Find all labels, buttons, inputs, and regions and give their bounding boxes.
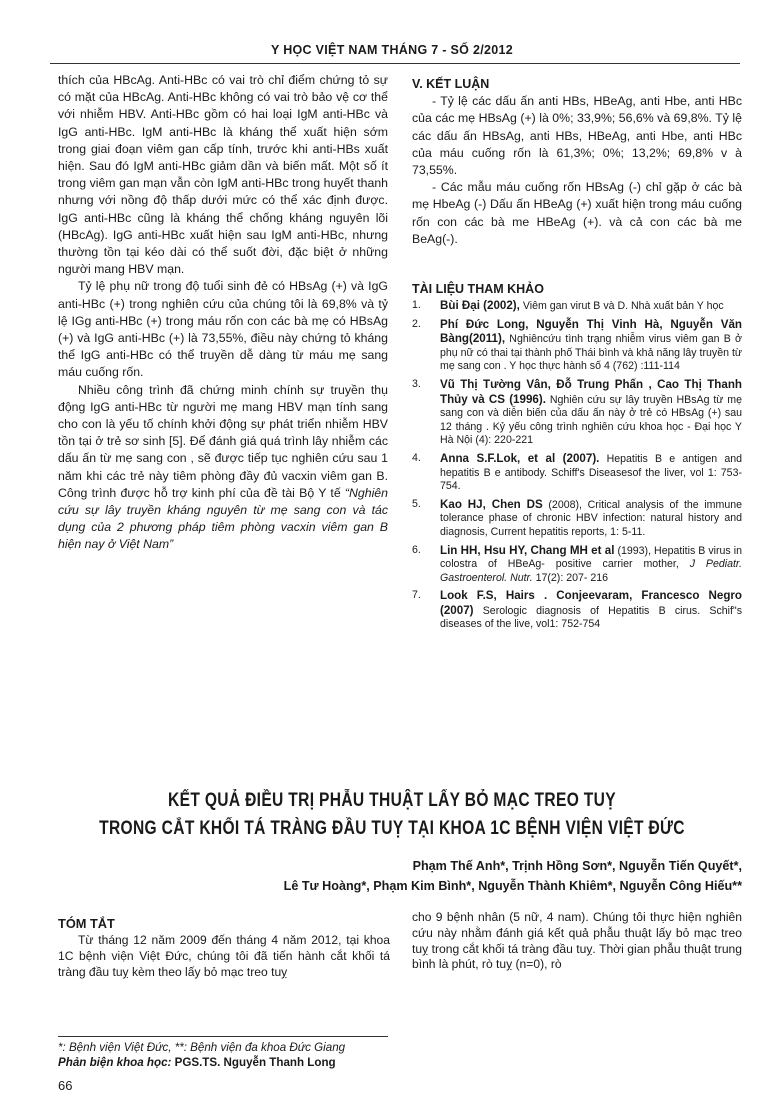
references-heading: TÀI LIỆU THAM KHẢO [412, 282, 544, 296]
abstract-text-right: cho 9 bệnh nhân (5 nữ, 4 nam). Chúng tôi thực hiện nghiên cứu này nhằm đánh giá kết quả phẫu thuật lấy bỏ mạc treo tuỵ trong cắt khối tá tràng đầu tuỵ. Thời gian phẫu thuật trung bình là phút, rò tuỵ (n=0), rò [412, 910, 742, 972]
header-rule [50, 63, 740, 64]
article-title-line-2: TRONG CẮT KHỐI TÁ TRÀNG ĐẦU TUỴ TẠI KHOA 1C BỆNH VIỆN VIỆT ĐỨC [99, 818, 685, 839]
journal-header: Y HỌC VIỆT NAM THÁNG 7 - SỐ 2/2012 [271, 43, 513, 57]
abstract-left [58, 916, 390, 980]
conclusion-heading: V. KẾT LUẬN [412, 77, 490, 91]
left-paragraph: Tỷ lệ phụ nữ trong độ tuổi sinh đẻ có HBsAg (+) và IgG anti-HBc (+) trong nghiên cứu của chúng tôi là 69,8% và tỷ lệ IGg anti-HBc (+) trong máu rốn con các bà mẹ có HBsAg (+) và IgG anti-HBc (+) là 73,55%, điều này chứng tỏ kháng thể IgG anti-HBc có thể truyền dễ dàng từ máu mẹ sang máu cuống rốn. [58, 279, 388, 380]
conclusion-paragraph: - Tỷ lệ các dấu ấn anti HBs, HBeAg, anti Hbe, anti HBc của các mẹ HBsAg (+) là 0%; 33,9%; 56,6% và 69,8%. Tỷ lệ các dấu ấn HBsAg, anti HBs, HBeAg, anti Hbe, anti HBc của máu cuống rốn là 61,3%; 0%; 13,2%; 69,8% v à 73,55%. [412, 94, 742, 178]
page-number: 66 [58, 1078, 73, 1093]
references-section [412, 282, 742, 636]
authors [284, 856, 742, 896]
left-paragraph-text: Nhiều công trình đã chứng minh chính sự truyền thụ động IgG anti-HBc từ người mẹ mang HBV mạn tính sang cho con là yếu tố chính khởi động sự phát triển nhiễm HBV tồn tại ở trẻ sơ sinh [5]. Để đánh giá quá trình lây nhiễm các dấu ấn từ mẹ sang con , sẽ được tiếp tục nghiên cứu sau 1 năm khi các trẻ này tiêm phòng đầy đủ vacxin viêm gan B. Công trình được hỗ trợ kinh phí của đề tài Bộ Y tế [58, 382, 388, 500]
abstract-text-left: Từ tháng 12 năm 2009 đến tháng 4 năm 2012, tại khoa 1C bệnh viện Việt Đức, chúng tôi đã tiến hành cắt khối tá tràng đầu tuỵ kèm theo lấy bỏ mạc treo tuỵ [58, 933, 390, 979]
footnote [58, 1040, 403, 1070]
reference-item: 2. Phí Đức Long, Nguyễn Thị Vinh Hà, Nguyễn Văn Bàng(2011), Nghiêncứu tình trạng nhiễm virus viêm gan B ở phụ nữ có thai tại thành phố Thái bình và khả năng lây truyền từ mẹ sang con . Y học thực hành số 4 (762) :111-114 [412, 317, 742, 373]
footnote-rule [58, 1036, 388, 1037]
left-paragraph [58, 382, 388, 554]
reference-item: 1. Bùi Đại (2002), Viêm gan virut B và D. Nhà xuất bản Y học [412, 299, 724, 312]
right-column [412, 76, 742, 248]
references-list [412, 299, 742, 632]
conclusion-paragraph: - Các mẫu máu cuống rốn HBsAg (-) chỉ gặp ở các bà mẹ HbeAg (-) Dấu ấn HBeAg (+) xuất hiện trong máu cuống rốn con các bà me HBeAg (+). và cả con các bà me BeAg(-). [412, 180, 742, 246]
project-title: “Nghiên cứu sự lây truyền kháng nguyên từ mẹ sang con và tác dụng của 2 phương pháp tiêm phòng vacxin viêm gan B hiện nay ở Việt Nam” [58, 485, 388, 552]
reference-item: 4. Anna S.F.Lok, et al (2007). Hepatitis B e antigen and hepatitis B e antibody. Schiff's Diseasesof the liver, vol 1: 753-754. [412, 451, 742, 493]
reference-item: 6. Lin HH, Hsu HY, Chang MH et al (1993), Hepatitis B virus in colostra of HBeAg- positive carrier mother, J Pediatr. Gastroenterol. Nutr. 17(2): 207- 216 [412, 543, 742, 584]
reference-item: 3. Vũ Thị Tường Vân, Đỗ Trung Phấn , Cao Thị Thanh Thủy và CS (1996). Nghiên cứu sự lây truyền HBsAg từ mẹ sang con và diễn biến của dấu ấn này ở trẻ có HBsAg (+) sau 12 tháng . Kỷ yếu công trình nghiên cứu khoa học - Đại học Y Hà Nội (4): 220-221 [412, 377, 742, 447]
affiliations: *: Bệnh viện Việt Đức, **: Bệnh viện đa khoa Đức Giang [58, 1041, 346, 1054]
reference-item: 7. Look F.S, Hairs . Conjeevaram, Francesco Negro (2007) Serologic diagnosis of Hepatitis B cirus. Schif"s diseases of the live, vol1: 752-754 [412, 589, 742, 631]
reviewer: Phản biện khoa học: PGS.TS. Nguyễn Thanh Long [58, 1056, 336, 1069]
article-title-line-1: KẾT QUẢ ĐIỀU TRỊ PHẪU THUẬT LẤY BỎ MẠC TREO TUỴ [168, 790, 616, 811]
authors-line-2: Lê Tư Hoàng*, Phạm Kim Bình*, Nguyễn Thành Khiêm*, Nguyễn Công Hiếu** [283, 879, 742, 893]
authors-line-1: Phạm Thế Anh*, Trịnh Hồng Sơn*, Nguyễn Tiến Quyết*, [412, 859, 742, 873]
abstract-heading: TÓM TẮT [58, 916, 115, 931]
left-column [58, 72, 388, 554]
reference-item: 5. Kao HJ, Chen DS (2008), Critical analysis of the immune tolerance phase of chronic HBV infection: natural history and diagnosis, Current hepatitis reports, 1: 5-11. [412, 497, 742, 538]
left-paragraph: thích của HBcAg. Anti-HBc có vai trò chỉ điểm chứng tỏ sự có mặt của HBcAg. Anti-HBc không có vai trò bảo vệ cơ thể với nhiễm HBV. Anti-HBc gồm có hai loại IgM anti-HBc và IgG anti-HBc. IgM anti-HBc là kháng thể xuất hiện sớm trong giai đoạn viêm gan cấp tính, trước khi anti-HBs xuất hiện. Sau đó IgM anti-HBc giảm dần và biến mất. Một số ít trong viêm gan mạn vẫn còn IgM anti-HBc trong huyết thanh nhưng với nồng độ thấp dưới mức có thể xác định được. IgG anti-HBc cũng là kháng thể chống kháng nguyên lõi (HBcAg). IgG anti-HBc xuất hiện sau IgM anti-HBc, nhưng thường tồn tại kéo dài có thể suốt đời, đặc biệt ở những người mang HBV mạn. [58, 73, 388, 277]
